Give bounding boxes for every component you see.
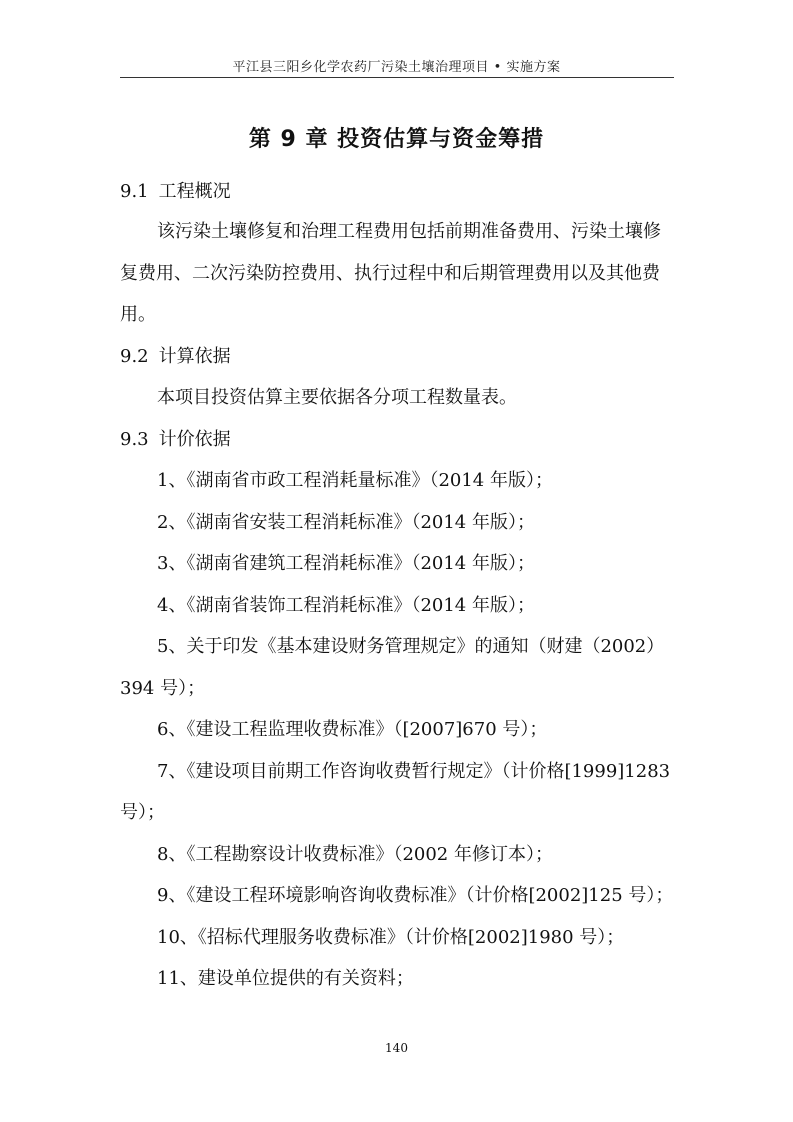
paragraph-line: 该污染土壤修复和治理工程费用包括前期准备费用、污染土壤修 — [157, 221, 661, 242]
section-title: 计算依据 — [158, 346, 231, 367]
section-number: 9.1 — [120, 181, 149, 202]
list-item: 10、《招标代理服务收费标准》（计价格[2002]1980 号）； — [157, 927, 625, 948]
section-number: 9.3 — [120, 429, 149, 450]
paragraph-line: 本项目投资估算主要依据各分项工程数量表。 — [157, 387, 517, 408]
page-number: 140 — [385, 1041, 408, 1055]
section-heading-9-1 — [120, 180, 231, 204]
chapter-title: 第 9 章 投资估算与资金筹措 — [248, 127, 545, 152]
section-heading-9-2 — [120, 345, 231, 369]
list-item: 3、《湖南省建筑工程消耗标准》（2014 年版）； — [157, 553, 535, 574]
section-title: 计价依据 — [158, 429, 231, 450]
section-title: 工程概况 — [158, 181, 231, 202]
list-item-continuation: 394 号）； — [120, 678, 206, 699]
section-number: 9.2 — [120, 346, 149, 367]
header-rule — [120, 77, 674, 78]
list-item: 6、《建设工程监理收费标准》（[2007]670 号）； — [157, 719, 548, 740]
list-item: 1、《湖南省市政工程消耗量标准》（2014 年版）； — [157, 470, 553, 491]
paragraph-line: 复费用、二次污染防控费用、执行过程中和后期管理费用以及其他费 — [120, 263, 660, 284]
list-item: 5、关于印发《基本建设财务管理规定》的通知（财建（2002） — [157, 636, 665, 657]
section-heading-9-3 — [120, 428, 231, 452]
list-item: 11、建设单位提供的有关资料； — [157, 968, 414, 989]
list-item: 4、《湖南省装饰工程消耗标准》（2014 年版）； — [157, 595, 535, 616]
page-header: 平江县三阳乡化学农药厂污染土壤治理项目 • 实施方案 — [232, 60, 561, 75]
list-item: 7、《建设项目前期工作咨询收费暂行规定》（计价格[1999]1283 — [157, 761, 671, 782]
list-item-continuation: 号）； — [120, 802, 165, 823]
list-item: 9、《建设工程环境影响咨询收费标准》（计价格[2002]125 号）； — [157, 885, 674, 906]
list-item: 8、《工程勘察设计收费标准》（2002 年修订本）； — [157, 844, 553, 865]
paragraph-line: 用。 — [120, 304, 156, 325]
list-item: 2、《湖南省安装工程消耗标准》（2014 年版）； — [157, 512, 535, 533]
